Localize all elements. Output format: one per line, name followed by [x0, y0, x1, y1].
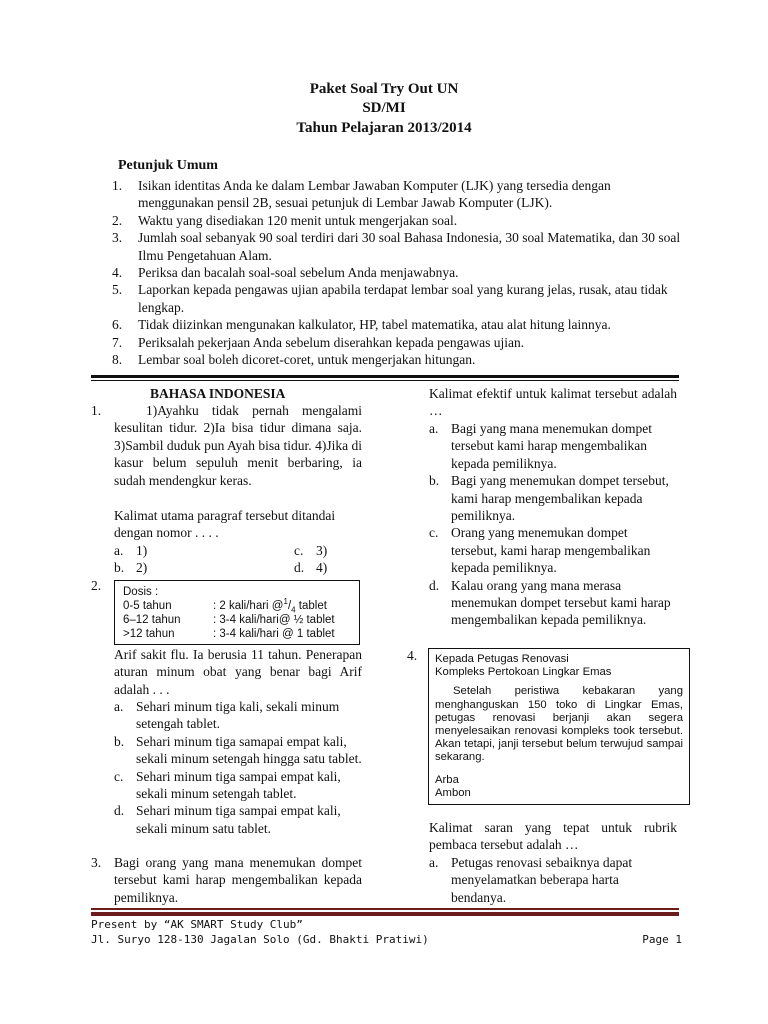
option-d[interactable]: d. Sehari minum tiga sampai empat kali, sekali minum satu tablet.	[114, 803, 341, 836]
question-1-passage: 1)Ayahku tidak pernah mengalami kesulitan tidur. 2)Ia bisa tidur dimana saja. 3)Sambil duduk pun Ayah bisa tidur. 4)Jika di kasur belum sepuluh menit berbaring, ia sudah mendengkur keras.	[114, 403, 362, 488]
question-4-prompt: Kalimat saran yang tepat untuk rubrik pembaca tersebut adalah …	[429, 820, 677, 853]
page-number: Page 1	[642, 933, 682, 946]
option-a[interactable]: a. Sehari minum tiga kali, sekali minum setengah tablet.	[114, 699, 340, 732]
instruction-item: 5. Laporkan kepada pengawas ujian apabila terdapat lembar soal yang kurang jelas, rusak, atau tidak lengkap.	[112, 282, 668, 315]
question-3-number: 3.	[91, 855, 102, 870]
dosage-row: 0-5 tahun : 2 kali/hari $@^1/_4$ tablet	[123, 597, 327, 615]
instruction-item: 7. Periksalah pekerjaan Anda sebelum diserahkan kepada pengawas ujian.	[112, 334, 525, 350]
option-a[interactable]: a. Petugas renovasi sebaiknya dapat menyelamatkan beberapa harta bendanya.	[429, 855, 633, 905]
dosage-box	[114, 580, 360, 645]
footer-divider-thick	[91, 912, 679, 916]
instruction-item: 2. Waktu yang disediakan 120 menit untuk mengerjakan soal.	[112, 212, 458, 228]
option-a[interactable]: a. 1)	[114, 543, 148, 558]
question-2-prompt: Arif sakit flu. Ia berusia 11 tahun. Penerapan aturan minum obat yang benar bagi Arif adalah . . .	[114, 647, 362, 697]
section-title: BAHASA INDONESIA	[150, 386, 286, 401]
dosage-row: >12 tahun : 3-4 kali/hari @ 1 tablet	[123, 628, 335, 640]
option-b[interactable]: b. Bagi yang menemukan dompet tersebut, kami harap mengembalikan kepada pemiliknya.	[429, 473, 669, 524]
question-1-options	[114, 542, 362, 577]
question-4-number: 4.	[407, 648, 418, 663]
question-4-options	[429, 854, 677, 906]
option-a[interactable]: a. Bagi yang mana menemukan dompet tersebut kami harap mengembalikan kepada pemiliknya.	[429, 421, 652, 471]
footer-divider-thin	[91, 908, 679, 910]
dosage-title: Dosis :	[123, 586, 159, 598]
instruction-item: 6. Tidak diizinkan mengunakan kalkulator, HP, tabel matematika, atau alat hitung lainnya.	[112, 317, 611, 333]
question-3-options	[429, 420, 677, 629]
option-c[interactable]: c. Orang yang menemukan dompet tersebut, kami harap mengembalikan kepada pemiliknya.	[429, 525, 651, 576]
letter-sender: Arba	[435, 773, 459, 786]
option-d[interactable]: d. Kalau orang yang mana merasa menemukan dompet tersebut kami harap mengembalikan kepada pemiliknya.	[429, 577, 671, 628]
footer-present-by: Present by “AK SMART Study Club”	[91, 918, 303, 931]
page-title: Paket Soal Try Out UN	[309, 81, 459, 97]
instruction-item: 4. Periksa dan bacalah soal-soal sebelum Anda menjawabnya.	[112, 265, 459, 281]
instruction-item: 3. Jumlah soal sebanyak 90 soal terdiri dari 30 soal Bahasa Indonesia, 30 soal Matematika, dan 30 soal Ilmu Pengetahuan Alam.	[112, 230, 681, 263]
option-b[interactable]: b. 2)	[114, 560, 148, 576]
page-subtitle-year: Tahun Pelajaran 2013/2014	[296, 120, 472, 136]
instruction-item: 8. Lembar soal boleh dicoret-coret, untuk mengerjakan hitungan.	[112, 352, 476, 368]
question-2-options	[114, 698, 362, 837]
section-divider-thin	[91, 380, 679, 381]
question-1-number: 1.	[91, 403, 102, 418]
question-3-prompt: Kalimat efektif untuk kalimat tersebut adalah …	[429, 386, 677, 419]
instruction-item: 1. Isikan identitas Anda ke dalam Lembar Jawaban Komputer (LJK) yang tersedia dengan menggunakan pensil 2B, sesuai petunjuk di Lembar Jawab Komputer (LJK).	[112, 178, 611, 211]
question-1-prompt: Kalimat utama paragraf tersebut ditandai dengan nomor . . . .	[114, 508, 336, 541]
question-3-sentence: Bagi orang yang mana menemukan dompet tersebut kami harap mengembalikan kepada pemiliknya.	[114, 855, 362, 905]
letter-recipient-address: Kompleks Pertokoan Lingkar Emas	[435, 666, 612, 679]
dosage-row: 6–12 tahun : 3-4 kali/hari@ ½ tablet	[123, 614, 335, 626]
question-2-number: 2.	[91, 578, 102, 593]
page-subtitle-level: SD/MI	[362, 100, 406, 116]
letter-recipient: Kepada Petugas Renovasi	[435, 653, 569, 665]
option-c[interactable]: c. Sehari minum tiga sampai empat kali, sekali minum setengah tablet.	[114, 768, 341, 802]
letter-body: Setelah peristiwa kebakaran yang menghanguskan 150 toko di Lingkar Emas, petugas renovasi berjanji akan segera menyelesaikan renovasi kompleks took tersebut. Akan tetapi, janji tersebut belum terwujud sampai sekarang.	[435, 685, 683, 764]
option-d[interactable]: d. 4)	[294, 560, 328, 576]
option-b[interactable]: b. Sehari minum tiga samapai empat kali, sekali minum setengah hingga satu tablet.	[114, 733, 362, 767]
letter-sender-city: Ambon	[435, 786, 471, 799]
reader-letter-box	[428, 648, 690, 805]
section-divider-thick	[91, 375, 679, 378]
general-instructions-heading: Petunjuk Umum	[118, 158, 218, 173]
option-c[interactable]: c. 3)	[294, 543, 328, 558]
footer-address: Jl. Suryo 128-130 Jagalan Solo (Gd. Bhakti Pratiwi)	[91, 933, 429, 946]
general-instructions-list	[112, 177, 682, 368]
